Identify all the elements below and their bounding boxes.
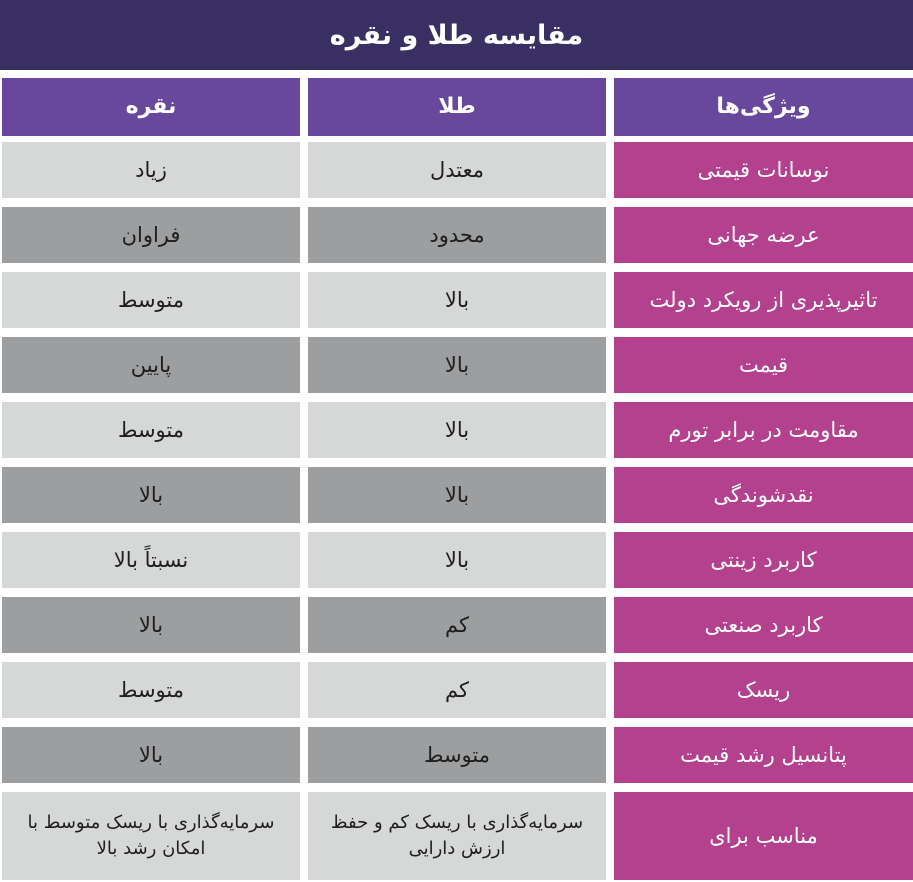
gold-cell: بالا [308,272,606,328]
feature-cell: قیمت [614,337,913,393]
gold-cell: محدود [308,207,606,263]
gold-cell: کم [308,662,606,718]
page-title: مقایسه طلا و نقره [0,0,913,70]
silver-cell: بالا [2,597,300,653]
silver-cell: بالا [2,727,300,783]
gold-cell: معتدل [308,142,606,198]
feature-cell: نقدشوندگی [614,467,913,523]
gold-cell: سرمایه‌گذاری با ریسک کم و حفظ ارزش دارایی [308,792,606,880]
feature-cell: نوسانات قیمتی [614,142,913,198]
feature-cell: تاثیرپذیری از رویکرد دولت [614,272,913,328]
silver-cell: سرمایه‌گذاری با ریسک متوسط با امکان رشد بالا [2,792,300,880]
gold-cell: بالا [308,337,606,393]
feature-cell: مناسب برای [614,792,913,880]
silver-cell: نسبتاً بالا [2,532,300,588]
gold-cell: کم [308,597,606,653]
silver-cell: بالا [2,467,300,523]
feature-cell: کاربرد صنعتی [614,597,913,653]
header-features: ویژگی‌ها [614,78,913,136]
header-gold: طلا [308,78,606,136]
feature-cell: پتانسیل رشد قیمت [614,727,913,783]
feature-cell: کاربرد زینتی [614,532,913,588]
silver-cell: متوسط [2,662,300,718]
silver-cell: زیاد [2,142,300,198]
silver-cell: فراوان [2,207,300,263]
gold-cell: بالا [308,532,606,588]
gold-cell: متوسط [308,727,606,783]
silver-cell: متوسط [2,272,300,328]
header-silver: نقره [2,78,300,136]
feature-cell: مقاومت در برابر تورم [614,402,913,458]
feature-cell: عرضه جهانی [614,207,913,263]
silver-cell: متوسط [2,402,300,458]
silver-cell: پایین [2,337,300,393]
gold-cell: بالا [308,402,606,458]
gold-cell: بالا [308,467,606,523]
feature-cell: ریسک [614,662,913,718]
